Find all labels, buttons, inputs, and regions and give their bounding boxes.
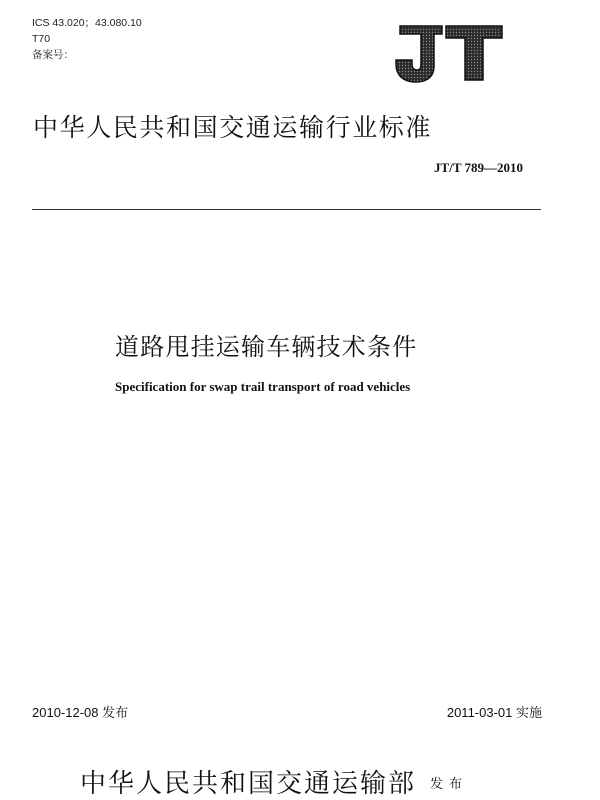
org-title: 中华人民共和国交通运输行业标准	[33, 113, 433, 142]
publisher-footer	[80, 763, 468, 800]
standard-code: JT/T 789—2010	[434, 160, 523, 175]
publisher-suffix: 发布	[430, 777, 469, 792]
ccs-code: T70	[32, 33, 51, 45]
document-title-english: Specification for swap trail transport of road vehicles	[115, 379, 411, 394]
publisher-name: 中华人民共和国交通运输部	[80, 769, 417, 799]
classification-block	[32, 15, 142, 63]
document-title: 道路甩挂运输车辆技术条件	[115, 333, 418, 361]
issue-date: 2010-12-08 发布	[32, 705, 129, 720]
implementation-date: 2011-03-01 实施	[446, 705, 542, 720]
jt-logo	[386, 22, 506, 84]
ics-code: ICS 43.020；43.080.10	[32, 17, 142, 29]
header-divider	[32, 209, 541, 210]
record-number-label: 备案号：	[32, 49, 74, 61]
